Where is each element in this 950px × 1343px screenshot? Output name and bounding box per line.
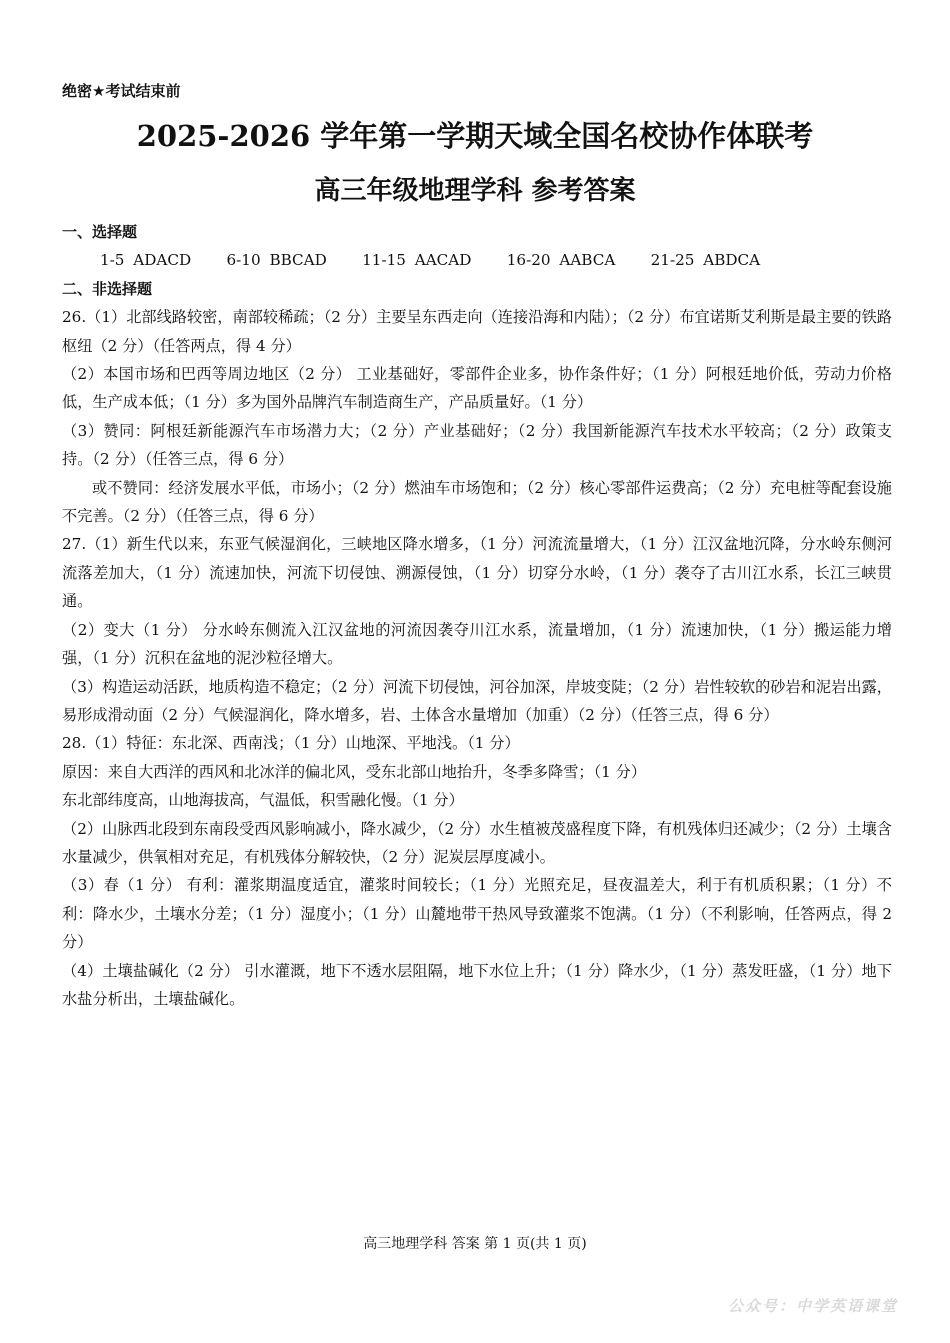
watermark: 公众号：中学英语课堂 bbox=[727, 1297, 898, 1315]
page-title: 2025-2026 学年第一学期天域全国名校协作体联考 bbox=[136, 119, 814, 153]
section-heading-nonchoice: 二、非选择题 bbox=[62, 279, 153, 298]
answer-paragraph-26-2: （2）本国市场和巴西等周边地区（2 分） 工业基础好，零部件企业多，协作条件好；（1 分）阿根廷地价低，劳动力价格低，生产成本低；（1 分）多为国外品牌汽车制造商生产，产品质量好。（1 分） bbox=[62, 365, 892, 412]
answer-paragraph-28-3: （3）春（1 分） 有利：灌浆期温度适宜，灌浆时间较长；（1 分）光照充足，昼夜温差大，利于有机质积累；（1 分）不利：降水少，土壤水分差；（1 分）湿度小；（1 分）山麓地带干热风导致灌浆不饱满。（1 分）（不利影响，任答两点，得 2 分） bbox=[62, 876, 892, 952]
answer-paragraph-27-3: （3）构造运动活跃，地质构造不稳定；（2 分）河流下切侵蚀，河谷加深，岸坡变陡；（2 分）岩性较软的砂岩和泥岩出露，易形成滑动面（2 分）气候湿润化，降水增多，岩、土体含水量增加（加重）（2 分）（任答三点，得 6 分） bbox=[62, 677, 892, 724]
section-heading-choice: 一、选择题 bbox=[62, 223, 138, 241]
answer-paragraph-27-2: （2）变大（1 分） 分水岭东侧流入江汉盆地的河流因袭夺川江水系，流量增加，（1 分）流速加快，（1 分）搬运能力增强，（1 分）沉积在盆地的泥沙粒径增大。 bbox=[62, 620, 892, 668]
page-subtitle: 高三年级地理学科 参考答案 bbox=[314, 176, 636, 206]
answer-paragraph-28-1-reason: 原因：来自大西洋的西风和北冰洋的偏北风，受东北部山地抬升，冬季多降雪；（1 分） bbox=[62, 762, 647, 781]
answer-paragraph-27-1: 27.（1）新生代以来，东亚气候湿润化，三峡地区降水增多，（1 分）河流流量增大，（1 分）江汉盆地沉降，分水岭东侧河流落差加大，（1 分）流速加快，河流下切侵蚀、溯源侵蚀，（1 分）切穿分水岭，（1 分）袭夺了古川江水系，长江三峡贯通。 bbox=[62, 535, 892, 611]
page-footer: 高三地理学科 答案 第 1 页(共 1 页) bbox=[363, 1236, 587, 1252]
choice-answers: 1-5 ADACD 6-10 BBCAD 11-15 AACAD 16-20 AABCA 21-25 ABDCA bbox=[100, 251, 761, 270]
answer-paragraph-28-1: 28.（1）特征：东北深、西南浅；（1 分）山地深、平地浅。（1 分） bbox=[62, 734, 520, 753]
answer-content bbox=[62, 218, 892, 1013]
answer-paragraph-26-1: 26.（1）北部线路较密，南部较稀疏；（2 分）主要呈东西走向（连接沿海和内陆）；（2 分）布宜诺斯艾利斯是最主要的铁路枢纽（2 分）（任答两点，得 4 分） bbox=[62, 308, 892, 355]
answer-paragraph-26-3: （3）赞同：阿根廷新能源汽车市场潜力大；（2 分）产业基础好；（2 分）我国新能源汽车技术水平较高；（2 分）政策支持。（2 分）（任答三点，得 6 分） bbox=[62, 421, 892, 469]
answer-paragraph-28-1-reason-cont: 东北部纬度高，山地海拔高，气温低，积雪融化慢。（1 分） bbox=[62, 791, 464, 810]
confidential-label: 绝密★考试结束前 bbox=[62, 82, 181, 100]
answer-paragraph-28-4: （4）土壤盐碱化（2 分） 引水灌溉，地下不透水层阻隔，地下水位上升；（1 分）降水少，（1 分）蒸发旺盛，（1 分）地下水盐分析出，土壤盐碱化。 bbox=[62, 961, 892, 1008]
answer-paragraph-28-2: （2）山脉西北段到东南段受西风影响减小，降水减少，（2 分）水生植被茂盛程度下降，有机残体归还减少；（2 分）土壤含水量减少，供氧相对充足，有机残体分解较快，（2 分）泥炭层厚度减小。 bbox=[62, 819, 892, 866]
answer-paragraph-26-3-alt: 或不赞同：经济发展水平低，市场小；（2 分）燃油车市场饱和；（2 分）核心零部件运费高；（2 分）充电桩等配套设施不完善。（2 分）（任答三点，得 6 分） bbox=[62, 478, 892, 526]
